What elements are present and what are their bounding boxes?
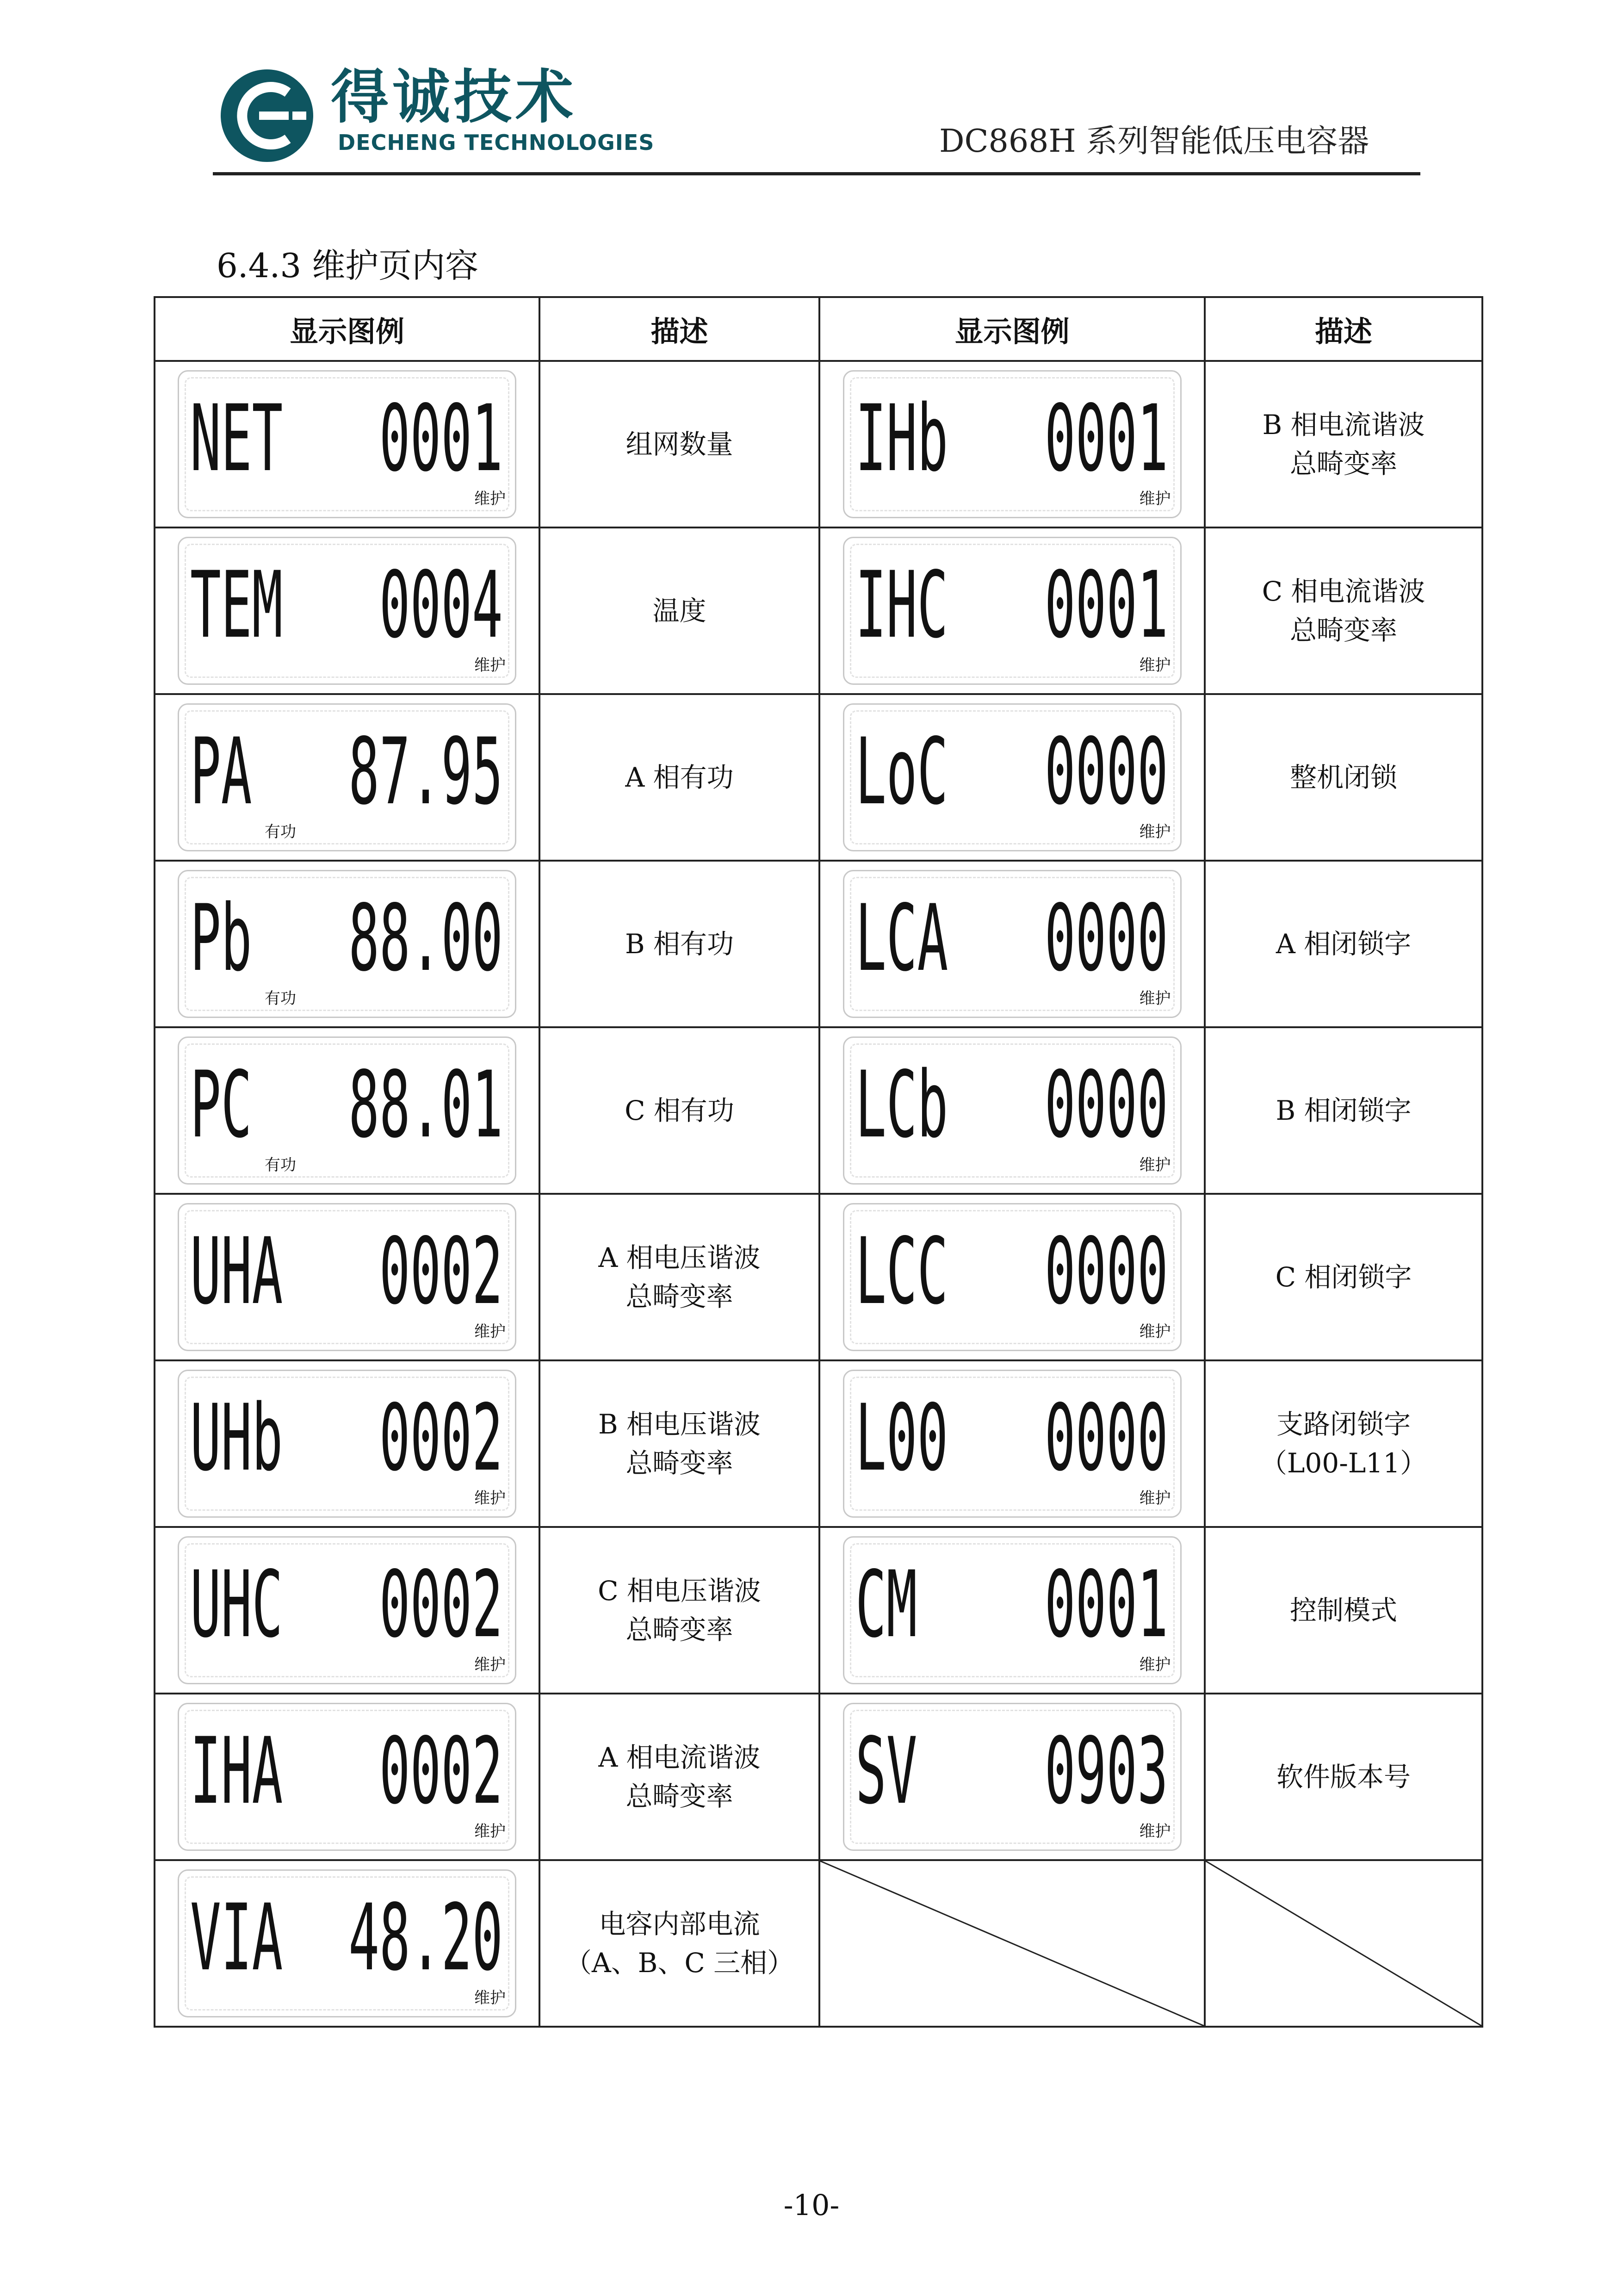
description-line: B 相闭锁字: [1276, 1095, 1412, 1126]
lcd-value: 88.01: [348, 1051, 503, 1158]
lcd-display: [178, 1036, 516, 1185]
display-cell: [155, 694, 539, 861]
lcd-indicator: 维护: [474, 1656, 506, 1674]
lcd-value: 0001: [1044, 385, 1168, 492]
description-line: 组网数量: [626, 428, 733, 460]
section-title: 6.4.3 维护页内容: [217, 246, 479, 285]
lcd-indicator: 有功: [265, 1156, 296, 1174]
lcd-display: [178, 703, 516, 851]
lcd-display: [178, 370, 516, 518]
lcd-value: 48.20: [348, 1884, 503, 1991]
display-cell: [819, 1694, 1205, 1860]
slash-line: [1206, 1861, 1481, 2026]
lcd-mnemonic: IHb: [855, 385, 948, 492]
lcd-value: 0004: [379, 552, 503, 658]
lcd-value: 88.00: [348, 885, 503, 992]
lcd-indicator: 维护: [474, 656, 506, 675]
description-line: （A、B、C 三相）: [564, 1947, 794, 1979]
display-cell: [819, 1527, 1205, 1694]
lcd-mnemonic: UHA: [190, 1218, 283, 1325]
lcd-display: [843, 1536, 1182, 1684]
table-row: [155, 361, 1482, 527]
display-cell: [155, 861, 539, 1027]
header-divider: [213, 172, 1420, 175]
display-cell: [819, 694, 1205, 861]
lcd-mnemonic: LCA: [855, 885, 948, 992]
description-cell: [539, 694, 819, 861]
description-line: 整机闭锁: [1289, 762, 1397, 793]
description-line: A 相电压谐波: [598, 1242, 761, 1273]
description-cell: [1205, 861, 1482, 1027]
description-line: 总畸变率: [1289, 448, 1397, 479]
description-line: 控制模式: [1289, 1595, 1397, 1626]
lcd-mnemonic: CM: [855, 1551, 917, 1658]
lcd-mnemonic: LCC: [855, 1218, 948, 1325]
description-line: C 相电压谐波: [598, 1575, 761, 1607]
description-line: A 相闭锁字: [1276, 928, 1412, 960]
diagonal-slash: [820, 1861, 1204, 2026]
lcd-mnemonic: IHC: [855, 552, 948, 658]
lcd-mnemonic: PA: [190, 718, 252, 825]
description-cell: [539, 1360, 819, 1527]
document-title: DC868H 系列智能低压电容器: [939, 123, 1369, 160]
lcd-mnemonic: NET: [190, 385, 283, 492]
display-cell: [155, 1860, 539, 2027]
lcd-indicator: 维护: [1139, 989, 1171, 1008]
description-line: 总畸变率: [626, 1781, 733, 1812]
lcd-display: [178, 1203, 516, 1351]
display-cell: [155, 1694, 539, 1860]
empty-cell: [819, 1860, 1205, 2027]
lcd-indicator: 维护: [1139, 1656, 1171, 1674]
description-cell: [539, 1860, 819, 2027]
header-description: 描述: [539, 297, 819, 361]
description-cell: [539, 527, 819, 694]
lcd-value: 0000: [1044, 1051, 1168, 1158]
description-line: A 相有功: [625, 762, 734, 793]
lcd-value: 0002: [379, 1218, 503, 1325]
description-line: B 相电流谐波: [1262, 409, 1425, 441]
lcd-display: [843, 870, 1182, 1018]
lcd-mnemonic: IHA: [190, 1718, 283, 1824]
diagonal-slash: [1206, 1861, 1481, 2026]
lcd-value: 0903: [1044, 1718, 1168, 1824]
table-row: [155, 1527, 1482, 1694]
display-cell: [819, 1194, 1205, 1360]
description-cell: [539, 361, 819, 527]
lcd-value: 0001: [379, 385, 503, 492]
lcd-display: [178, 1370, 516, 1518]
description-line: 总畸变率: [626, 1614, 733, 1645]
lcd-mnemonic: SV: [855, 1718, 917, 1824]
display-cell: [819, 361, 1205, 527]
lcd-indicator: 维护: [474, 1989, 506, 2007]
lcd-display: [178, 870, 516, 1018]
company-name-cn: 得诚技术: [331, 64, 577, 131]
lcd-value: 0002: [379, 1384, 503, 1491]
description-line: A 相电流谐波: [598, 1742, 761, 1773]
header-display-example: 显示图例: [819, 297, 1205, 361]
description-line: C 相电流谐波: [1262, 576, 1425, 607]
lcd-indicator: 有功: [265, 989, 296, 1008]
description-cell: [539, 1527, 819, 1694]
table-row: [155, 527, 1482, 694]
display-cell: [819, 527, 1205, 694]
display-cell: [155, 1194, 539, 1360]
lcd-value: 0000: [1044, 885, 1168, 992]
lcd-value: 0000: [1044, 1384, 1168, 1491]
lcd-value: 0001: [1044, 1551, 1168, 1658]
display-cell: [155, 1527, 539, 1694]
table-row: [155, 1694, 1482, 1860]
slash-line: [820, 1861, 1204, 2026]
table-row: [155, 1194, 1482, 1360]
lcd-indicator: 维护: [1139, 656, 1171, 675]
lcd-display: [178, 1536, 516, 1684]
lcd-indicator: 维护: [1139, 1322, 1171, 1341]
lcd-display: [178, 1703, 516, 1851]
description-cell: [539, 861, 819, 1027]
table-row: [155, 1027, 1482, 1194]
lcd-indicator: 维护: [474, 1489, 506, 1508]
display-cell: [819, 1360, 1205, 1527]
lcd-display: [843, 370, 1182, 518]
maintenance-display-table: [154, 296, 1483, 2028]
lcd-display: [843, 1703, 1182, 1851]
lcd-display: [178, 1869, 516, 2017]
table-row: [155, 1860, 1482, 2027]
display-cell: [819, 1027, 1205, 1194]
lcd-mnemonic: TEM: [190, 552, 283, 658]
display-cell: [155, 1027, 539, 1194]
description-line: 总畸变率: [626, 1281, 733, 1312]
table-row: [155, 861, 1482, 1027]
lcd-display: [843, 1370, 1182, 1518]
lcd-mnemonic: Pb: [190, 885, 252, 992]
lcd-display: [843, 537, 1182, 685]
lcd-value: 0001: [1044, 552, 1168, 658]
display-cell: [155, 361, 539, 527]
header-description: 描述: [1205, 297, 1482, 361]
lcd-display: [843, 1036, 1182, 1185]
description-cell: [1205, 1027, 1482, 1194]
description-cell: [1205, 361, 1482, 527]
table-row: [155, 694, 1482, 861]
description-line: 总畸变率: [1289, 614, 1397, 646]
description-line: C 相有功: [625, 1095, 734, 1126]
description-line: 软件版本号: [1276, 1761, 1411, 1793]
description-line: 电容内部电流: [599, 1908, 760, 1940]
lcd-display: [843, 1203, 1182, 1351]
lcd-value: 0002: [379, 1718, 503, 1824]
description-line: B 相电压谐波: [598, 1409, 761, 1440]
lcd-mnemonic: UHC: [190, 1551, 283, 1658]
lcd-mnemonic: LoC: [855, 718, 948, 825]
table-row: [155, 1360, 1482, 1527]
lcd-indicator: 维护: [1139, 823, 1171, 841]
lcd-indicator: 维护: [474, 1322, 506, 1341]
description-cell: [1205, 1360, 1482, 1527]
lcd-display: [843, 703, 1182, 851]
lcd-indicator: 维护: [1139, 1156, 1171, 1174]
description-cell: [539, 1694, 819, 1860]
description-cell: [1205, 527, 1482, 694]
lcd-value: 87.95: [348, 718, 503, 825]
description-cell: [539, 1027, 819, 1194]
lcd-mnemonic: UHb: [190, 1384, 283, 1491]
lcd-indicator: 维护: [1139, 1822, 1171, 1841]
description-line: B 相有功: [625, 928, 734, 960]
lcd-display: [178, 537, 516, 685]
header-display-example: 显示图例: [155, 297, 539, 361]
page-number: -10-: [783, 2188, 840, 2222]
display-cell: [155, 1360, 539, 1527]
lcd-indicator: 维护: [1139, 490, 1171, 508]
description-line: C 相闭锁字: [1275, 1261, 1412, 1293]
lcd-value: 0002: [379, 1551, 503, 1658]
lcd-mnemonic: PC: [190, 1051, 252, 1158]
description-cell: [539, 1194, 819, 1360]
lcd-mnemonic: VIA: [190, 1884, 283, 1991]
description-cell: [1205, 1194, 1482, 1360]
lcd-indicator: 维护: [474, 490, 506, 508]
description-cell: [1205, 1527, 1482, 1694]
table-header-row: [155, 297, 1482, 361]
lcd-indicator: 维护: [1139, 1489, 1171, 1508]
display-cell: [155, 527, 539, 694]
description-cell: [1205, 1694, 1482, 1860]
description-line: （L00-L11）: [1260, 1447, 1427, 1479]
lcd-value: 0000: [1044, 1218, 1168, 1325]
empty-cell: [1205, 1860, 1482, 2027]
company-logo-icon: [218, 67, 316, 164]
display-cell: [819, 861, 1205, 1027]
lcd-mnemonic: L00: [855, 1384, 948, 1491]
description-cell: [1205, 694, 1482, 861]
lcd-indicator: 有功: [265, 823, 296, 841]
company-name-en: DECHENG TECHNOLOGIES: [338, 130, 655, 155]
lcd-mnemonic: LCb: [855, 1051, 948, 1158]
description-line: 总畸变率: [626, 1447, 733, 1479]
description-line: 温度: [652, 595, 706, 627]
lcd-value: 0000: [1044, 718, 1168, 825]
lcd-indicator: 维护: [474, 1822, 506, 1841]
description-line: 支路闭锁字: [1276, 1409, 1411, 1440]
